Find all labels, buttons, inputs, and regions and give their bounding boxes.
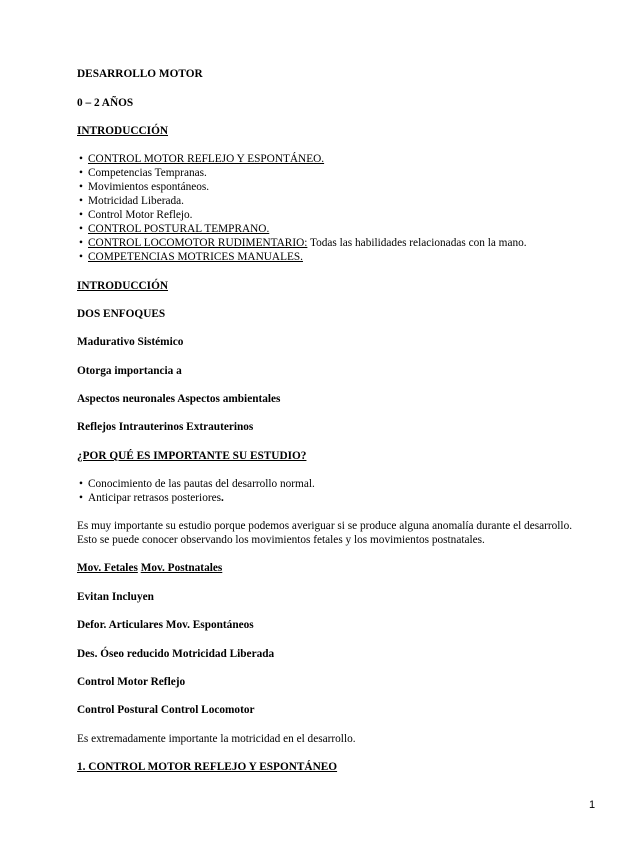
list-item: • COMPETENCIAS MOTRICES MANUALES. — [79, 251, 303, 263]
extremadamente-line: Es extremadamente importante la motricidad en el desarrollo. — [77, 733, 356, 745]
bullet-icon: • — [79, 478, 83, 490]
bullet-icon: • — [79, 251, 83, 263]
doc-title: DESARROLLO MOTOR — [77, 68, 203, 80]
bullet-icon: • — [79, 195, 83, 207]
list-item: • CONTROL LOCOMOTOR RUDIMENTARIO: Todas las habilidades relacionadas con la mano. — [79, 237, 527, 249]
list-item: • CONTROL MOTOR REFLEJO Y ESPONTÁNEO. — [79, 153, 325, 165]
defor-line: Defor. Articulares Mov. Espontáneos — [77, 619, 254, 631]
bullet-icon: • — [79, 181, 83, 193]
list-item: • Conocimiento de las pautas del desarrollo normal. — [79, 478, 315, 490]
list-item: • Motricidad Liberada. — [79, 195, 184, 207]
bullet-icon: • — [79, 237, 83, 249]
control-motor-line: Control Motor Reflejo — [77, 676, 186, 688]
por-que-heading: ¿POR QUÉ ES IMPORTANTE SU ESTUDIO? — [77, 450, 307, 462]
mov-fetales: Mov. Fetales — [77, 562, 138, 574]
list-item: • Control Motor Reflejo. — [79, 209, 193, 221]
page-number: 1 — [589, 799, 596, 811]
mov-postnatales: Mov. Postnatales — [140, 562, 223, 574]
otorga-line: Otorga importancia a — [77, 365, 182, 377]
dos-enfoques: DOS ENFOQUES — [77, 308, 166, 320]
reflejos-line: Reflejos Intrauterinos Extrauterinos — [77, 421, 254, 433]
bullet-icon: • — [79, 492, 83, 504]
section-heading: 1. CONTROL MOTOR REFLEJO Y ESPONTÁNEO — [77, 761, 338, 773]
bullet-icon: • — [79, 167, 83, 179]
madurativo-line: Madurativo Sistémico — [77, 336, 184, 348]
bullet-icon: • — [79, 223, 83, 235]
bullet-icon: • — [79, 209, 83, 221]
intro-heading: INTRODUCCIÓN — [77, 125, 169, 137]
evitan-line: Evitan Incluyen — [77, 591, 154, 603]
bullet-icon: • — [79, 153, 83, 165]
control-postural-line: Control Postural Control Locomotor — [77, 704, 255, 716]
des-oseo-line: Des. Óseo reducido Motricidad Liberada — [77, 648, 275, 660]
age-range: 0 – 2 AÑOS — [77, 97, 134, 109]
paragraph-line: Esto se puede conocer observando los movimientos fetales y los movimientos postnatales. — [77, 534, 485, 546]
paragraph-line: Es muy importante su estudio porque podemos averiguar si se produce alguna anomalía durante el desarrollo. — [77, 520, 573, 532]
list-item: • Competencias Tempranas. — [79, 167, 207, 179]
aspectos-line: Aspectos neuronales Aspectos ambientales — [77, 393, 281, 405]
list-item: • Movimientos espontáneos. — [79, 181, 210, 193]
list-item: • Anticipar retrasos posteriores. — [79, 492, 224, 504]
list-item: • CONTROL POSTURAL TEMPRANO. — [79, 223, 270, 235]
intro-heading-2: INTRODUCCIÓN — [77, 280, 169, 292]
mov-headings — [77, 562, 222, 575]
